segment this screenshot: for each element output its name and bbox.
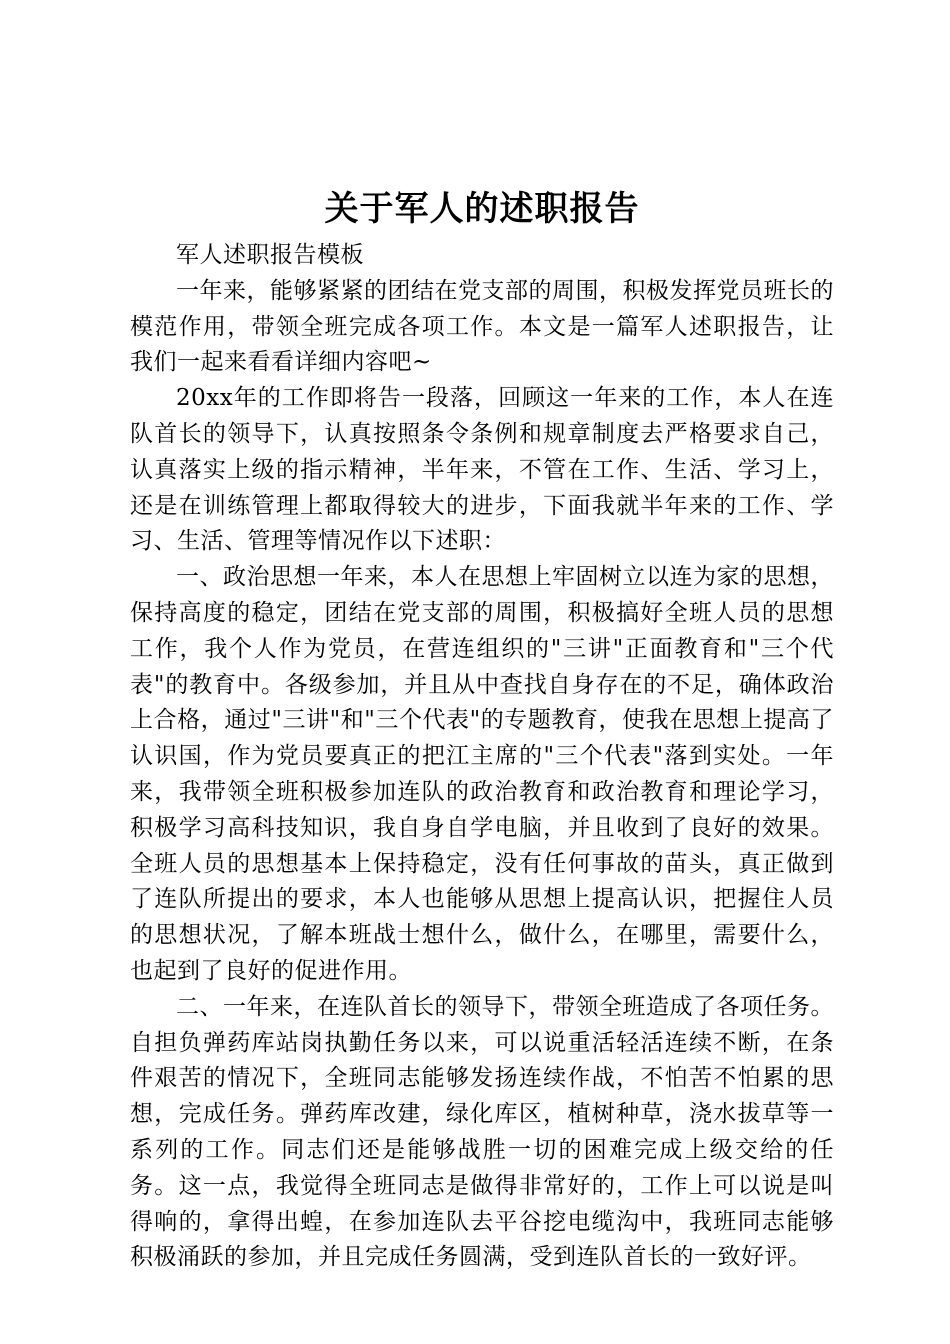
paragraph-subtitle: 军人述职报告模板: [176, 242, 364, 268]
document-title: 关于军人的述职报告: [324, 189, 640, 229]
document-body: [130, 238, 834, 1276]
paragraph-overview: 20xx年的工作即将告一段落，回顾这一年来的工作，本人在连队首长的领导下，认真按照条令条例和规章制度去严格要求自己，认真落实上级的指示精神，半年来，不管在工作、生活、学习上，还是在训练管理上都取得较大的进步，下面我就半年来的工作、学习、生活、管理等情况作以下述职：: [130, 385, 834, 555]
paragraph-intro: 一年来，能够紧紧的团结在党支部的周围，积极发挥党员班长的模范作用，带领全班完成各项工作。本文是一篇军人述职报告，让我们一起来看看详细内容吧~: [130, 277, 834, 376]
paragraph-political-thought: 一、政治思想一年来，本人在思想上牢固树立以连为家的思想，保持高度的稳定，团结在党支部的周围，积极搞好全班人员的思想工作，我个人作为党员，在营连组织的"三讲"正面教育和"三个代表"的教育中。各级参加，并且从中查找自身存在的不足，确体政治上合格，通过"三讲"和"三个代表"的专题教育，使我在思想上提高了认识国，作为党员要真正的把江主席的"三个代表"落到实处。一年来，我带领全班积极参加连队的政治教育和政治教育和理论学习，积极学习高科技知识，我自身自学电脑，并且收到了良好的效果。全班人员的思想基本上保持稳定，没有任何事故的苗头，真正做到了连队所提出的要求，本人也能够从思想上提高认识，把握住人员的思想状况，了解本班战士想什么，做什么，在哪里，需要什么，也起到了良好的促进作用。: [130, 564, 834, 984]
document-page: [130, 186, 834, 1276]
paragraph-tasks: 二、一年来，在连队首长的领导下，带领全班造成了各项任务。自担负弹药库站岗执勤任务以来，可以说重活轻活连续不断，在条件艰苦的情况下，全班同志能够发扬连续作战，不怕苦不怕累的思想，完成任务。弹药库改建，绿化库区，植树种草，浇水拔草等一系列的工作。同志们还是能够战胜一切的困难完成上级交给的任务。这一点，我觉得全班同志是做得非常好的，工作上可以说是叫得响的，拿得出蝗，在参加连队去平谷挖电缆沟中，我班同志能够积极涌跃的参加，并且完成任务圆满，受到连队首长的一致好评。: [130, 993, 834, 1271]
